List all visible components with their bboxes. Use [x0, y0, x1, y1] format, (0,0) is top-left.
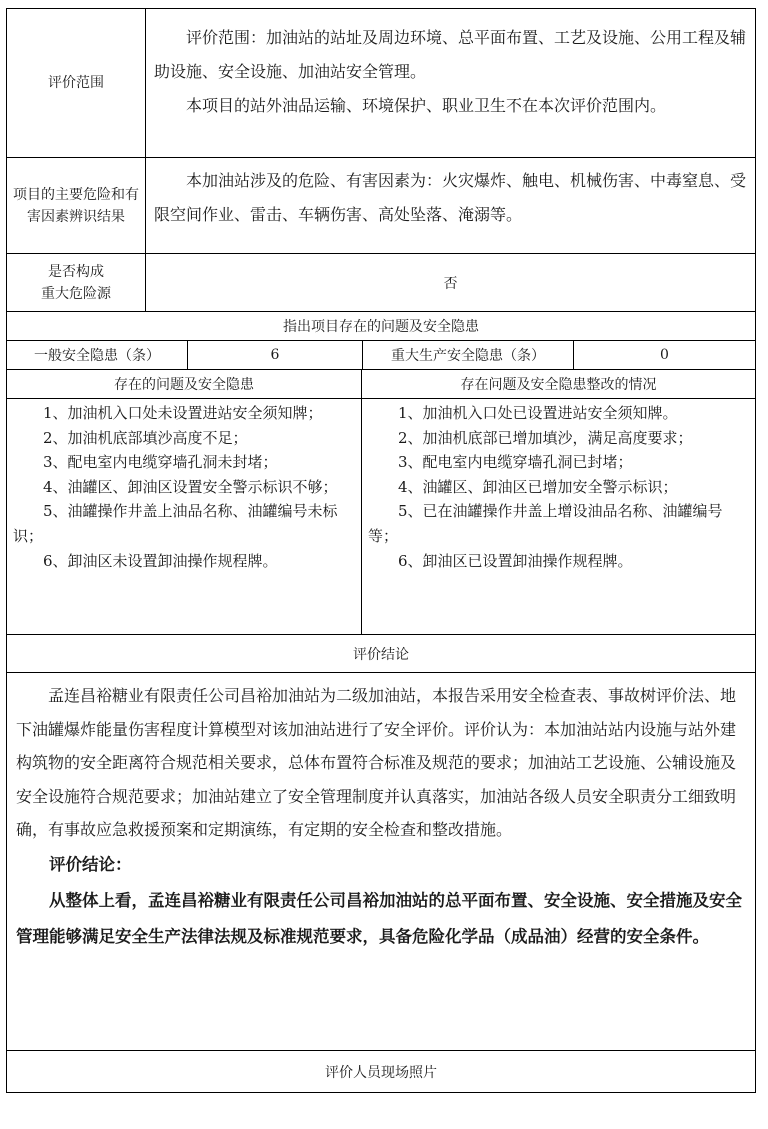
conclusion-row [6, 672, 756, 1050]
hazards-content: 本加油站涉及的危险、有害因素为：火灾爆炸、触电、机械伤害、中毒窒息、受限空间作业、雷击、车辆伤害、高处坠落、淹溺等。 [145, 158, 755, 253]
scope-row [6, 8, 756, 157]
fix-item: 3、配电室内电缆穿墙孔洞已封堵； [398, 453, 633, 472]
counts-row [6, 340, 756, 369]
conclusion-title: 评价结论： [49, 854, 132, 874]
major-hazard-label: 是否构成 重大危险源 [41, 263, 111, 302]
conclusion-header: 评价结论 [353, 646, 409, 663]
issue-item: 1、加油机入口处未设置进站安全须知牌； [43, 404, 323, 422]
issues-fixes-row [6, 398, 756, 634]
scope-paragraph-1: 评价范围：加油站的站址及周边环境、总平面布置、工艺及设施、公用工程及辅助设施、安全设施、加油站安全管理。 [154, 28, 747, 81]
fix-item: 1、加油机入口处已设置进站安全须知牌。 [398, 404, 678, 422]
scope-paragraph-2: 本项目的站外油品运输、环境保护、职业卫生不在本次评价范围内。 [186, 96, 667, 115]
issues-list [7, 399, 361, 634]
issues-header-row [6, 311, 756, 340]
major-hazard-row [6, 253, 756, 311]
fix-item: 4、油罐区、卸油区已增加安全警示标识； [398, 477, 678, 496]
fix-item: 5、已在油罐操作井盖上增设油品名称、油罐编号等； [368, 502, 723, 545]
evaluation-table [6, 8, 756, 1093]
scope-label: 评价范围 [48, 75, 104, 91]
general-hazard-count: 6 [187, 341, 362, 369]
issue-item: 3、配电室内电缆穿墙孔洞未封堵； [43, 453, 278, 472]
conclusion-content [7, 673, 755, 1050]
major-hazard-count: 0 [573, 341, 755, 369]
major-hazard-count-label: 重大生产安全隐患（条） [362, 341, 573, 369]
general-hazard-label: 一般安全隐患（条） [34, 348, 160, 364]
hazards-row [6, 157, 756, 253]
issue-item: 2、加油机底部填沙高度不足； [43, 428, 248, 447]
fix-item: 6、卸油区已设置卸油操作规程牌。 [398, 551, 633, 570]
issues-column-header: 存在的问题及安全隐患 [114, 377, 254, 393]
issue-item: 5、油罐操作井盖上油品名称、油罐编号未标识； [13, 502, 338, 545]
major-hazard-value: 否 [145, 254, 755, 311]
photos-header-row [6, 1050, 756, 1093]
fixes-list [361, 399, 755, 634]
issues-header: 指出项目存在的问题及安全隐患 [283, 319, 479, 335]
issue-item: 4、油罐区、卸油区设置安全警示标识不够； [43, 477, 338, 496]
conclusion-header-row [6, 634, 756, 672]
fixes-column-header: 存在问题及安全隐患整改的情况 [361, 370, 755, 398]
scope-content [145, 9, 755, 157]
fix-item: 2、加油机底部已增加填沙，满足高度要求； [398, 428, 693, 447]
conclusion-body: 孟连昌裕糖业有限责任公司昌裕加油站为二级加油站，本报告采用安全检查表、事故树评价法、地下油罐爆炸能量伤害程度计算模型对该加油站进行了安全评价。评价认为：本加油站站内设施与站外建构筑物的安全距离符合规范相关要求，总体布置符合标准及规范的要求；加油站工艺设施、公辅设施及安全设施符合规范要求；加油站建立了安全管理制度并认真落实，加油站各级人员安全职责分工细致明确，有事故应急救援预案和定期演练，有定期的安全检查和整改措施。 [16, 686, 737, 839]
hazards-label: 项目的主要危险和有害因素辨识结果 [13, 186, 139, 225]
photos-header: 评价人员现场照片 [325, 1064, 437, 1081]
issue-item: 6、卸油区未设置卸油操作规程牌。 [43, 551, 278, 570]
columns-header-row [6, 369, 756, 398]
conclusion-final: 从整体上看，孟连昌裕糖业有限责任公司昌裕加油站的总平面布置、安全设施、安全措施及安全管理能够满足安全生产法律法规及标准规范要求，具备危险化学品（成品油）经营的安全条件。 [16, 890, 742, 946]
